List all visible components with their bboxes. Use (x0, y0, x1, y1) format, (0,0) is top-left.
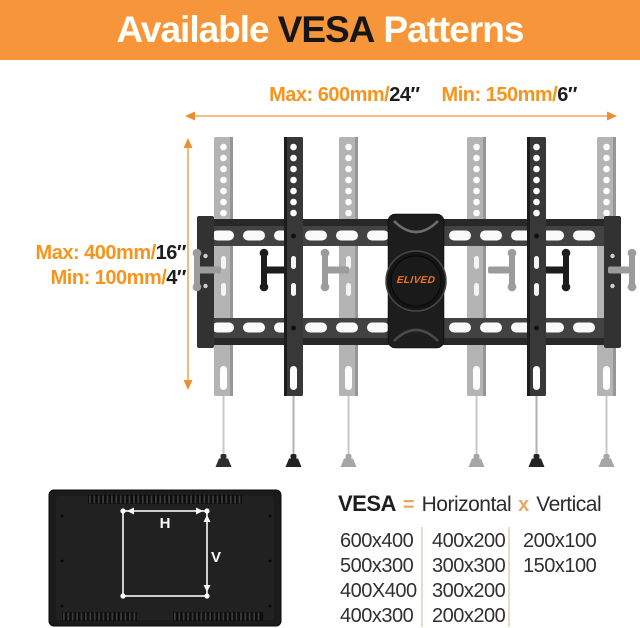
vesa-legend-heading (338, 491, 601, 517)
horizontal-dimension-arrow (185, 112, 617, 121)
brand-logo: ELIVED (396, 275, 436, 286)
header-word-vesa: VESA (277, 9, 375, 50)
left-max-dimension: Max: 400mm/16″ (35, 242, 186, 264)
vesa-table-column-1 (340, 529, 425, 628)
header-word-patterns: Patterns (383, 9, 524, 50)
x-symbol: x (518, 494, 530, 516)
vesa-table-column-3 (523, 529, 608, 579)
vesa-size-cell: 400x200 (432, 530, 506, 552)
vesa-size-cell: 400x300 (340, 605, 414, 627)
legend-vertical: Vertical (536, 493, 602, 516)
vertical-axis-label: V (211, 549, 222, 566)
vesa-size-cell: 500x300 (340, 555, 414, 577)
top-min-dimension: Min: 150mm/6″ (441, 84, 577, 106)
equals-symbol: = (402, 494, 415, 516)
vesa-size-cell: 200x100 (523, 530, 597, 552)
vesa-size-cell: 300x300 (432, 555, 506, 577)
top-max-dimension: Max: 600mm/24″ (269, 84, 420, 106)
vesa-size-cell: 150x100 (523, 555, 597, 577)
legend-horizontal: Horizontal (421, 493, 512, 516)
vesa-size-cell: 300x200 (432, 580, 506, 602)
vesa-table-column-2 (432, 529, 517, 628)
left-dimension-label (0, 241, 186, 291)
vesa-size-cell: 200x200 (432, 605, 506, 627)
support-rods (224, 396, 607, 457)
top-dimension-label (213, 84, 633, 107)
support-feet (216, 454, 615, 467)
vesa-size-cell: 400X400 (340, 580, 417, 602)
header-word-available: Available (116, 9, 269, 50)
legend-vesa: VESA (338, 491, 396, 516)
vesa-size-cell: 600x400 (340, 530, 414, 552)
tv-back-illustration (49, 490, 281, 626)
horizontal-axis-label: H (159, 515, 171, 532)
left-min-dimension: Min: 100mm/4″ (50, 267, 186, 289)
